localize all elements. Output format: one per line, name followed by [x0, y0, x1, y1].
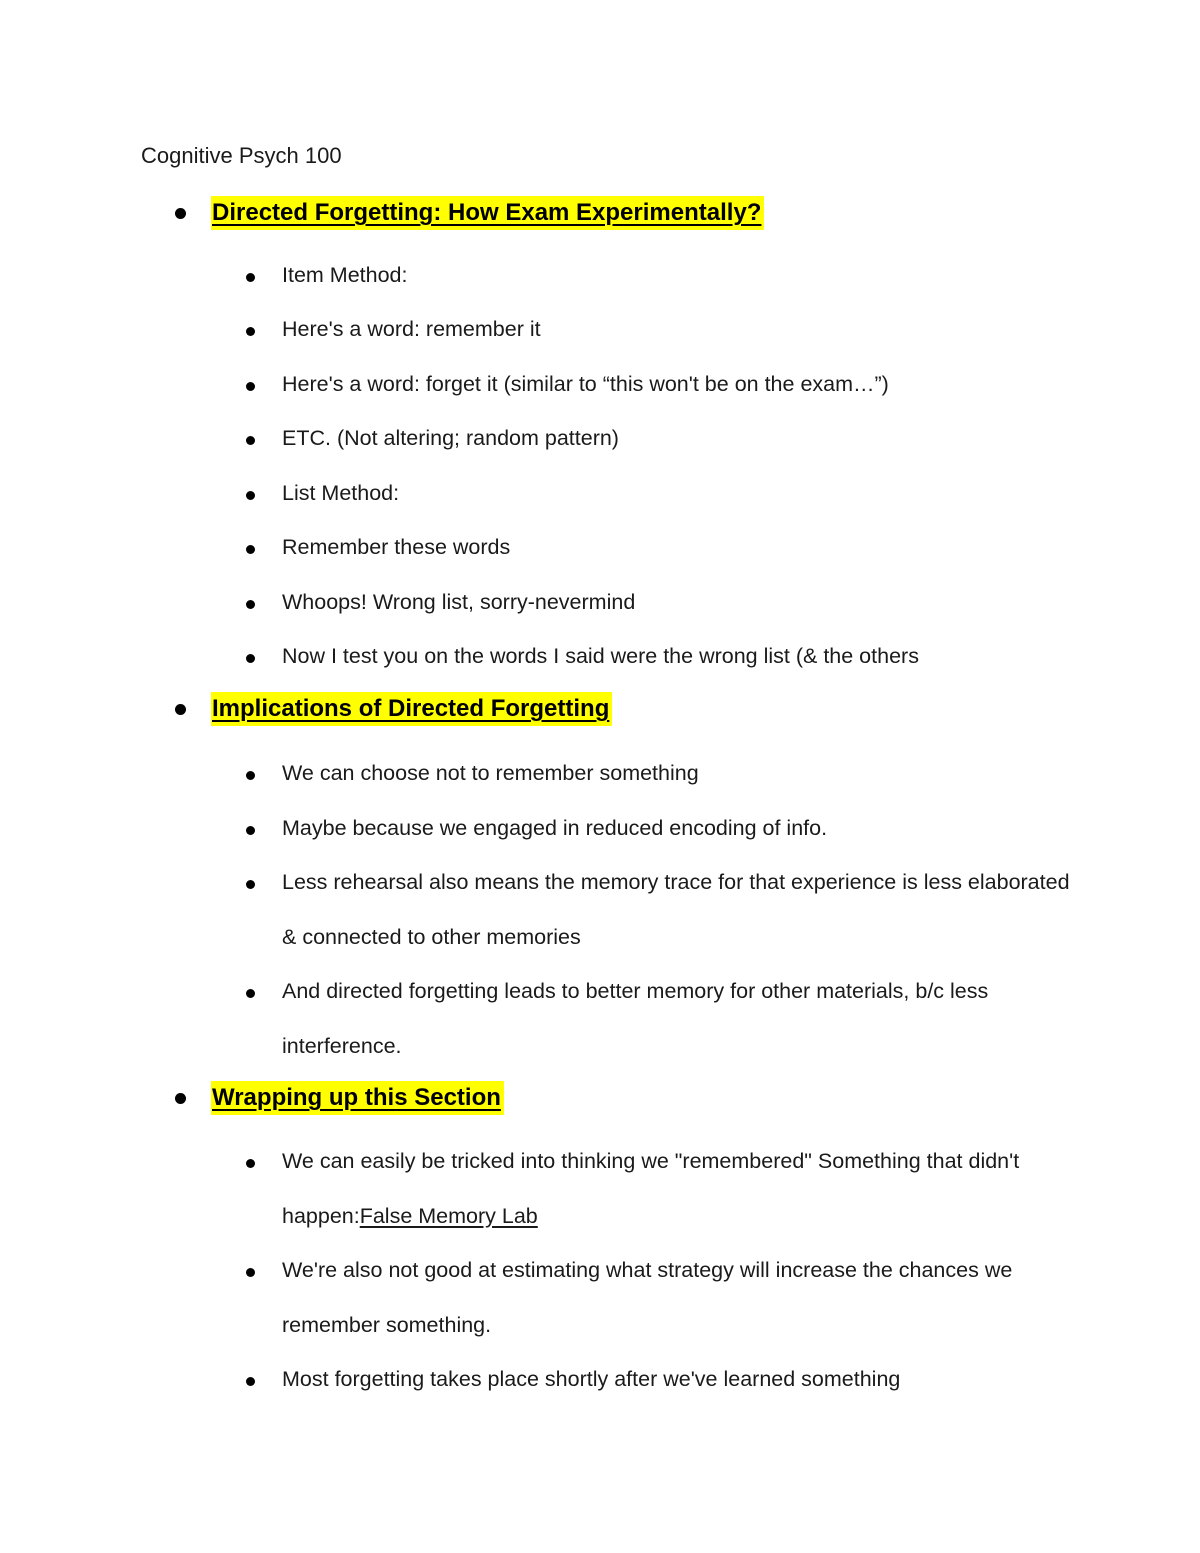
- section-heading: Wrapping up this Section: [211, 1081, 504, 1115]
- list-item-text: Maybe because we engaged in reduced encoding of info.: [282, 816, 828, 840]
- bullet-icon: [246, 545, 255, 554]
- list-item-text: Remember these words: [282, 535, 511, 559]
- bullet-icon: [175, 704, 186, 715]
- list-item-text: Most forgetting takes place shortly after we've learned something: [282, 1367, 901, 1391]
- list-item-text: We can choose not to remember something: [282, 761, 699, 785]
- bullet-icon: [246, 1377, 255, 1386]
- bullet-icon: [246, 826, 255, 835]
- list-item-text-part: We can easily be tricked into thinking we "remembered" Something that didn't happen:: [282, 1149, 1020, 1228]
- bullet-icon: [246, 273, 255, 282]
- section-heading-row: [0, 692, 1200, 728]
- bullet-icon: [246, 654, 255, 663]
- list-item-text: ETC. (Not altering; random pattern): [282, 426, 619, 450]
- bullet-icon: [246, 436, 255, 445]
- bullet-icon: [175, 208, 186, 219]
- list-item-text: List Method:: [282, 481, 400, 505]
- bullet-icon: [246, 771, 255, 780]
- bullet-icon: [175, 1093, 186, 1104]
- bullet-icon: [246, 880, 255, 889]
- list-item-text: And directed forgetting leads to better memory for other materials, b/c less interference.: [282, 979, 989, 1058]
- list-item-text: We're also not good at estimating what strategy will increase the chances we remember something.: [282, 1258, 1013, 1337]
- bullet-icon: [246, 1159, 255, 1168]
- list-item-text: [282, 1134, 1072, 1243]
- section-heading-row: [0, 1081, 1200, 1117]
- section-heading: Implications of Directed Forgetting: [211, 692, 612, 726]
- section-heading-row: [0, 196, 1200, 232]
- section-heading: Directed Forgetting: How Exam Experimentally?: [211, 196, 764, 230]
- list-item-text: Item Method:: [282, 263, 408, 287]
- bullet-icon: [246, 327, 255, 336]
- bullet-icon: [246, 600, 255, 609]
- list-item-text: Here's a word: forget it (similar to “this won't be on the exam…”): [282, 372, 889, 396]
- bullet-icon: [246, 989, 255, 998]
- false-memory-lab-link[interactable]: False Memory Lab: [359, 1203, 538, 1228]
- list-item-text: Here's a word: remember it: [282, 317, 541, 341]
- list-item-text: Now I test you on the words I said were the wrong list (& the others: [282, 644, 919, 668]
- bullet-icon: [246, 382, 255, 391]
- list-item-text: Whoops! Wrong list, sorry-nevermind: [282, 590, 636, 614]
- document-title: Cognitive Psych 100: [141, 143, 342, 168]
- bullet-icon: [246, 491, 255, 500]
- list-item-text: Less rehearsal also means the memory trace for that experience is less elaborated & connected to other memories: [282, 870, 1070, 949]
- bullet-icon: [246, 1268, 255, 1277]
